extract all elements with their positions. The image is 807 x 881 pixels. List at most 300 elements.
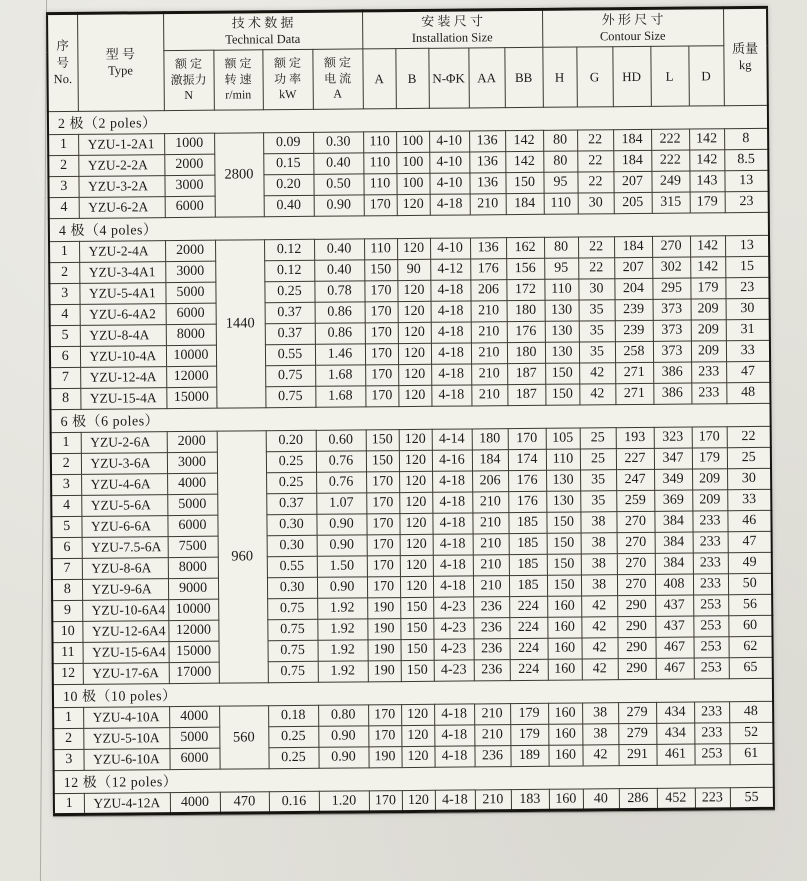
col-header-no-zh2: 号 <box>56 55 70 70</box>
cell-A: 110 <box>364 239 397 260</box>
cell-A: 170 <box>366 493 399 514</box>
group-header-installation-zh: 安 装 尺 寸 <box>421 13 484 30</box>
col-header-dim-HD: HD <box>612 46 651 106</box>
cell-current: 0.76 <box>316 472 366 493</box>
cell-no: 2 <box>53 728 83 749</box>
cell-force: 6000 <box>166 303 216 324</box>
cell-type: YZU-6-6A <box>81 516 167 538</box>
cell-A: 150 <box>366 451 399 472</box>
cell-BB: 224 <box>509 617 547 638</box>
cell-current: 0.80 <box>318 705 368 726</box>
cell-G: 42 <box>582 659 618 680</box>
cell-current: 0.90 <box>318 747 368 768</box>
cell-force: 5000 <box>165 282 215 303</box>
cell-type: YZU-12-6A4 <box>82 621 168 643</box>
cell-A: 150 <box>366 430 399 451</box>
cell-G: 25 <box>580 428 616 449</box>
cell-A: 170 <box>367 535 400 556</box>
cell-AA: 210 <box>471 385 507 406</box>
cell-L: 386 <box>653 383 691 404</box>
cell-no: 1 <box>53 707 83 728</box>
cell-D: 253 <box>693 595 728 616</box>
cell-type: YZU-5-10A <box>83 728 169 750</box>
cell-force: 4000 <box>167 473 217 494</box>
group-header-contour-en: Contour Size <box>599 28 666 43</box>
cell-G: 42 <box>581 617 617 638</box>
cell-kg: 23 <box>725 277 769 298</box>
cell-G: 30 <box>578 193 614 214</box>
cell-NK: 4-18 <box>431 385 471 406</box>
rated-speed-zh1: 额 定 <box>224 56 252 71</box>
cell-no: 1 <box>54 793 84 814</box>
cell-L: 295 <box>652 278 690 299</box>
cell-kg: 15 <box>725 256 769 277</box>
cell-kg: 60 <box>728 615 772 636</box>
cell-no: 5 <box>50 325 80 346</box>
cell-H: 130 <box>545 342 579 363</box>
group-header-contour-size <box>542 8 723 48</box>
cell-NK: 4-12 <box>430 259 470 280</box>
group-header-installation-size <box>362 9 542 49</box>
cell-D: 179 <box>692 448 727 469</box>
cell-B: 150 <box>401 639 434 660</box>
cell-BB: 176 <box>508 470 546 491</box>
cell-speed: 1440 <box>215 240 265 408</box>
cell-AA: 210 <box>474 704 510 725</box>
cell-G: 22 <box>578 237 614 258</box>
cell-A: 190 <box>367 598 400 619</box>
cell-L: 434 <box>656 723 694 744</box>
cell-power: 0.09 <box>263 132 313 153</box>
cell-no: 6 <box>50 346 80 367</box>
cell-kg: 56 <box>728 594 772 615</box>
cell-D: 142 <box>690 257 725 278</box>
cell-H: 130 <box>545 321 579 342</box>
cell-NK: 4-10 <box>429 131 469 152</box>
cell-power: 0.20 <box>266 430 316 451</box>
cell-force: 1000 <box>164 133 214 154</box>
cell-G: 30 <box>578 279 614 300</box>
cell-HD: 290 <box>617 595 655 616</box>
motor-spec-table <box>46 6 775 816</box>
cell-L: 323 <box>654 427 692 448</box>
cell-G: 35 <box>579 300 615 321</box>
cell-no: 6 <box>52 537 82 558</box>
cell-force: 2000 <box>167 431 217 452</box>
cell-force: 4000 <box>169 706 219 727</box>
cell-no: 5 <box>51 516 81 537</box>
cell-force: 5000 <box>169 727 219 748</box>
cell-HD: 184 <box>614 236 652 257</box>
cell-BB: 176 <box>508 491 546 512</box>
group-header-contour-zh: 外 形 尺 寸 <box>601 12 664 28</box>
cell-B: 120 <box>402 790 435 811</box>
cell-NK: 4-23 <box>434 660 474 681</box>
cell-HD: 205 <box>614 192 652 213</box>
cell-power: 0.75 <box>268 640 318 661</box>
cell-AA: 210 <box>471 343 507 364</box>
cell-force: 6000 <box>165 196 215 217</box>
cell-force: 6000 <box>167 515 217 536</box>
cell-no: 2 <box>49 262 79 283</box>
cell-kg: 48 <box>729 701 773 722</box>
cell-power: 0.25 <box>268 726 318 747</box>
cell-NK: 4-18 <box>432 513 472 534</box>
cell-no: 1 <box>49 241 79 262</box>
cell-power: 0.15 <box>263 153 313 174</box>
cell-A: 170 <box>366 472 399 493</box>
cell-BB: 224 <box>509 638 547 659</box>
cell-B: 90 <box>397 259 430 280</box>
cell-current: 1.68 <box>315 386 365 407</box>
cell-AA: 210 <box>471 322 507 343</box>
cell-BB: 150 <box>505 172 543 193</box>
cell-current: 1.92 <box>317 598 367 619</box>
cell-no: 7 <box>52 558 82 579</box>
cell-G: 42 <box>581 638 617 659</box>
cell-D: 209 <box>691 299 726 320</box>
cell-NK: 4-18 <box>435 790 475 811</box>
cell-B: 150 <box>401 660 434 681</box>
cell-BB: 187 <box>507 384 545 405</box>
cell-G: 42 <box>579 384 615 405</box>
section-label: 6 极（6 poles） <box>50 403 770 432</box>
cell-BB: 170 <box>508 428 546 449</box>
cell-D: 253 <box>694 744 729 765</box>
cell-D: 233 <box>691 362 726 383</box>
cell-type: YZU-12-4A <box>80 367 166 389</box>
rated-force-zh2: 激振力 <box>170 72 207 87</box>
cell-H: 160 <box>548 745 582 766</box>
cell-H: 95 <box>544 258 578 279</box>
cell-BB: 174 <box>508 449 546 470</box>
cell-power: 0.25 <box>266 472 316 493</box>
cell-HD: 204 <box>614 278 652 299</box>
cell-BB: 180 <box>507 342 545 363</box>
group-header-technical-zh: 技 术 数 据 <box>231 15 294 31</box>
cell-L: 384 <box>655 532 693 553</box>
cell-BB: 185 <box>508 512 546 533</box>
col-header-no-zh1: 序 <box>56 38 69 53</box>
cell-speed: 2800 <box>214 133 264 217</box>
cell-BB: 189 <box>510 745 548 766</box>
cell-L: 437 <box>655 616 693 637</box>
cell-L: 467 <box>656 658 694 679</box>
cell-H: 160 <box>547 617 581 638</box>
cell-B: 100 <box>396 173 429 194</box>
cell-current: 1.07 <box>316 493 366 514</box>
cell-no: 4 <box>51 495 81 516</box>
cell-no: 1 <box>51 432 81 453</box>
cell-power: 0.25 <box>268 747 318 768</box>
cell-L: 437 <box>655 595 693 616</box>
cell-kg: 8 <box>724 128 768 149</box>
cell-AA: 210 <box>471 364 507 385</box>
cell-BB: 176 <box>507 321 545 342</box>
cell-A: 190 <box>367 619 400 640</box>
cell-HD: 271 <box>615 362 653 383</box>
cell-AA: 210 <box>474 725 510 746</box>
rated-power-unit: kW <box>279 87 297 102</box>
cell-B: 120 <box>401 704 434 725</box>
section-label: 12 极（12 poles） <box>54 764 774 793</box>
cell-type: YZU-2-6A <box>81 432 167 454</box>
cell-no: 7 <box>50 367 80 388</box>
cell-AA: 236 <box>474 660 510 681</box>
cell-force: 5000 <box>167 494 217 515</box>
col-header-type-en: Type <box>108 63 133 78</box>
section-label: 2 极（2 poles） <box>48 105 768 134</box>
cell-B: 120 <box>397 194 430 215</box>
cell-HD: 286 <box>619 788 657 809</box>
cell-power: 0.55 <box>267 556 317 577</box>
cell-force: 9000 <box>168 578 218 599</box>
cell-D: 179 <box>690 278 725 299</box>
cell-current: 0.60 <box>316 430 366 451</box>
cell-NK: 4-18 <box>431 364 471 385</box>
cell-A: 170 <box>367 556 400 577</box>
cell-BB: 172 <box>506 279 544 300</box>
cell-current: 0.40 <box>314 260 364 281</box>
cell-H: 110 <box>544 279 578 300</box>
cell-HD: 207 <box>614 257 652 278</box>
cell-kg: 46 <box>727 510 771 531</box>
cell-no: 3 <box>49 283 79 304</box>
cell-L: 434 <box>656 702 694 723</box>
cell-no: 3 <box>53 749 83 770</box>
col-header-rated-current <box>312 49 363 109</box>
cell-type: YZU-1-2A1 <box>78 134 164 156</box>
cell-D: 223 <box>695 788 730 809</box>
cell-H: 80 <box>544 237 578 258</box>
col-header-type-zh: 型 号 <box>105 46 136 63</box>
cell-D: 233 <box>694 723 729 744</box>
cell-current: 1.68 <box>315 365 365 386</box>
cell-power: 0.30 <box>266 514 316 535</box>
cell-HD: 258 <box>615 341 653 362</box>
cell-current: 0.30 <box>313 132 363 153</box>
cell-kg: 31 <box>726 319 770 340</box>
cell-D: 179 <box>690 192 725 213</box>
cell-power: 0.40 <box>264 195 314 216</box>
cell-D: 143 <box>689 171 724 192</box>
cell-no: 11 <box>53 642 83 663</box>
cell-force: 4000 <box>170 792 220 813</box>
col-header-rated-speed <box>213 50 263 110</box>
cell-G: 35 <box>580 470 616 491</box>
cell-power: 0.30 <box>267 577 317 598</box>
cell-D: 253 <box>693 637 728 658</box>
cell-current: 1.50 <box>317 556 367 577</box>
cell-H: 80 <box>543 151 577 172</box>
cell-NK: 4-18 <box>431 322 471 343</box>
cell-force: 2000 <box>164 154 214 175</box>
cell-BB: 184 <box>506 193 544 214</box>
cell-power: 0.18 <box>268 705 318 726</box>
cell-G: 42 <box>579 363 615 384</box>
cell-G: 25 <box>580 449 616 470</box>
cell-L: 373 <box>653 299 691 320</box>
cell-G: 42 <box>581 596 617 617</box>
cell-L: 384 <box>655 553 693 574</box>
cell-kg: 47 <box>726 361 770 382</box>
section-label: 10 极（10 poles） <box>53 678 773 707</box>
cell-BB: 179 <box>510 703 548 724</box>
cell-kg: 8.5 <box>724 149 768 170</box>
cell-force: 15000 <box>169 641 219 662</box>
cell-B: 120 <box>400 555 433 576</box>
cell-kg: 13 <box>725 235 769 256</box>
cell-H: 160 <box>547 638 581 659</box>
cell-H: 160 <box>548 703 582 724</box>
cell-force: 6000 <box>169 748 219 769</box>
cell-B: 120 <box>399 513 432 534</box>
cell-no: 12 <box>53 663 83 684</box>
cell-D: 209 <box>691 341 726 362</box>
cell-B: 150 <box>400 618 433 639</box>
cell-B: 120 <box>398 301 431 322</box>
cell-D: 233 <box>694 702 729 723</box>
cell-type: YZU-5-4A1 <box>79 283 165 305</box>
rated-power-zh2: 功 率 <box>274 71 302 86</box>
cell-D: 233 <box>693 553 728 574</box>
table-body <box>48 105 774 814</box>
cell-BB: 185 <box>509 575 547 596</box>
cell-kg: 50 <box>728 573 772 594</box>
cell-H: 160 <box>548 724 582 745</box>
cell-B: 120 <box>399 492 432 513</box>
cell-current: 0.90 <box>317 577 367 598</box>
cell-HD: 279 <box>618 702 656 723</box>
cell-type: YZU-4-6A <box>81 474 167 496</box>
rated-force-unit: N <box>184 88 194 103</box>
cell-D: 233 <box>693 574 728 595</box>
cell-B: 120 <box>400 534 433 555</box>
cell-NK: 4-23 <box>433 597 473 618</box>
cell-AA: 206 <box>470 280 506 301</box>
cell-L: 408 <box>655 574 693 595</box>
cell-HD: 291 <box>618 744 656 765</box>
cell-kg: 23 <box>725 191 769 212</box>
cell-G: 38 <box>580 512 616 533</box>
cell-kg: 33 <box>726 340 770 361</box>
rated-speed-zh2: 转 速 <box>224 72 252 87</box>
cell-type: YZU-8-6A <box>82 558 168 580</box>
cell-NK: 4-10 <box>430 238 470 259</box>
cell-D: 233 <box>692 511 727 532</box>
col-header-dim-G: G <box>576 47 613 107</box>
cell-AA: 210 <box>472 492 508 513</box>
cell-L: 302 <box>652 257 690 278</box>
cell-HD: 239 <box>615 299 653 320</box>
cell-L: 467 <box>655 637 693 658</box>
rated-speed-unit: r/min <box>225 87 252 102</box>
cell-force: 3000 <box>165 261 215 282</box>
rated-current-unit: A <box>333 86 343 101</box>
cell-A: 190 <box>368 747 401 768</box>
cell-type: YZU-3-2A <box>78 176 164 198</box>
cell-BB: 162 <box>506 237 544 258</box>
scanned-spec-sheet <box>46 6 775 816</box>
cell-D: 233 <box>691 383 726 404</box>
cell-kg: 55 <box>730 787 774 808</box>
cell-HD: 270 <box>617 574 655 595</box>
cell-current: 0.86 <box>315 302 365 323</box>
cell-kg: 47 <box>728 531 772 552</box>
cell-AA: 136 <box>469 152 505 173</box>
cell-AA: 136 <box>470 238 506 259</box>
cell-HD: 290 <box>617 637 655 658</box>
cell-AA: 136 <box>469 131 505 152</box>
cell-D: 209 <box>692 469 727 490</box>
cell-BB: 224 <box>510 659 548 680</box>
cell-BB: 179 <box>510 724 548 745</box>
cell-HD: 290 <box>617 616 655 637</box>
cell-L: 373 <box>653 341 691 362</box>
cell-A: 170 <box>368 726 401 747</box>
cell-type: YZU-9-6A <box>82 579 168 601</box>
cell-force: 8000 <box>168 557 218 578</box>
cell-L: 373 <box>653 320 691 341</box>
cell-force: 12000 <box>166 366 216 387</box>
cell-G: 38 <box>582 724 618 745</box>
cell-A: 170 <box>368 705 401 726</box>
table-header <box>47 7 768 111</box>
cell-HD: 270 <box>616 511 654 532</box>
cell-power: 0.37 <box>265 323 315 344</box>
cell-H: 95 <box>543 172 577 193</box>
cell-A: 170 <box>366 514 399 535</box>
group-header-installation-en: Installation Size <box>411 29 493 45</box>
cell-current: 0.78 <box>314 281 364 302</box>
cell-kg: 25 <box>727 447 771 468</box>
col-header-dim-BB: BB <box>504 47 543 107</box>
rated-power-zh1: 额 定 <box>273 56 302 71</box>
col-header-dim-B: B <box>395 48 429 108</box>
col-header-dim-D: D <box>688 46 724 106</box>
cell-BB: 180 <box>507 300 545 321</box>
cell-B: 120 <box>398 364 431 385</box>
cell-force: 12000 <box>168 620 218 641</box>
cell-power: 0.12 <box>264 260 314 281</box>
group-header-technical-en: Technical Data <box>225 31 301 47</box>
cell-type: YZU-17-6A <box>83 663 169 685</box>
cell-HD: 270 <box>617 532 655 553</box>
cell-NK: 4-18 <box>433 576 473 597</box>
cell-G: 35 <box>580 491 616 512</box>
cell-power: 0.75 <box>265 365 315 386</box>
cell-A: 110 <box>363 132 396 153</box>
cell-BB: 185 <box>509 533 547 554</box>
cell-force: 15000 <box>166 387 216 408</box>
cell-no: 8 <box>50 388 80 409</box>
cell-no: 2 <box>51 453 81 474</box>
cell-type: YZU-4-10A <box>83 707 169 729</box>
cell-type: YZU-3-6A <box>81 453 167 475</box>
cell-kg: 65 <box>729 657 773 678</box>
cell-current: 0.90 <box>317 535 367 556</box>
cell-HD: 270 <box>617 553 655 574</box>
cell-B: 120 <box>400 576 433 597</box>
cell-force: 3000 <box>164 175 214 196</box>
cell-G: 35 <box>579 342 615 363</box>
cell-type: YZU-15-4A <box>80 388 166 410</box>
cell-AA: 176 <box>470 259 506 280</box>
cell-no: 10 <box>52 621 82 642</box>
cell-current: 0.90 <box>318 726 368 747</box>
col-header-dim-H: H <box>542 47 577 107</box>
cell-BB: 224 <box>509 596 547 617</box>
